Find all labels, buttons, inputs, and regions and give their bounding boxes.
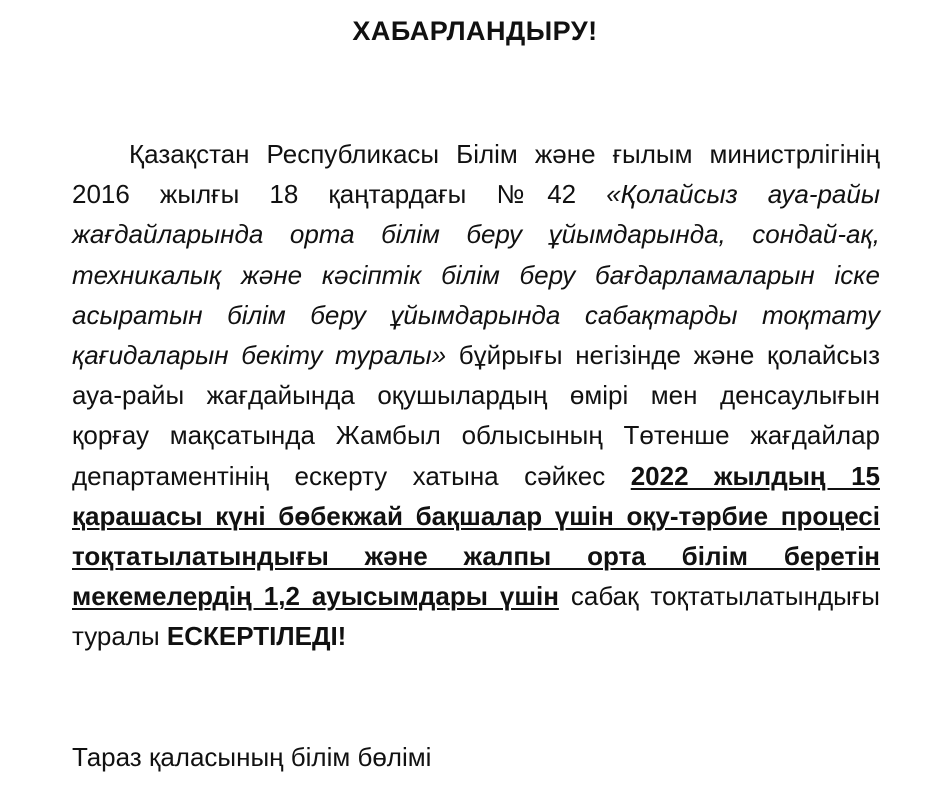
warning-text: ЕСКЕРТІЛЕДІ!: [166, 621, 347, 652]
middle-text: бұйрығы негізінде және қолайсыз ауа-райы жағдайында оқушылардың өмірі мен денсаулығын қорғау мақсатында Жамбыл облысының Төтенше жағдайлар департаментінің ескерту хатына сәйкес: [72, 340, 880, 491]
signature: Тараз қаласының білім бөлімі: [72, 742, 432, 772]
announcement-title: ХАБАРЛАНДЫРУ!: [352, 16, 598, 46]
announcement-paragraph: [72, 134, 880, 657]
order-title: «Қолайсыз ауа-райы жағдайларында орта білім беру ұйымдарында, сондай-ақ, техникалық және кәсіптік білім беру бағдарламаларын іске асыратын білім беру ұйымдарында сабақтарды тоқтату қағидаларын бекіту туралы»: [72, 179, 880, 371]
notice-text: 2022 жылдың 15 қарашасы күні бөбекжай бақшалар үшін оқу-тәрбие процесі тоқтатылатындығы және жалпы орта білім беретін мекемелердің 1,2 ауысымдары үшін: [72, 460, 880, 612]
intro-text: Қазақстан Республикасы Білім және ғылым министрлігінің 2016 жылғы 18 қаңтардағы №42: [72, 139, 880, 210]
announcement-body: [72, 134, 880, 657]
after-notice-text: сабақ тоқтатылатындығы туралы: [72, 581, 880, 652]
